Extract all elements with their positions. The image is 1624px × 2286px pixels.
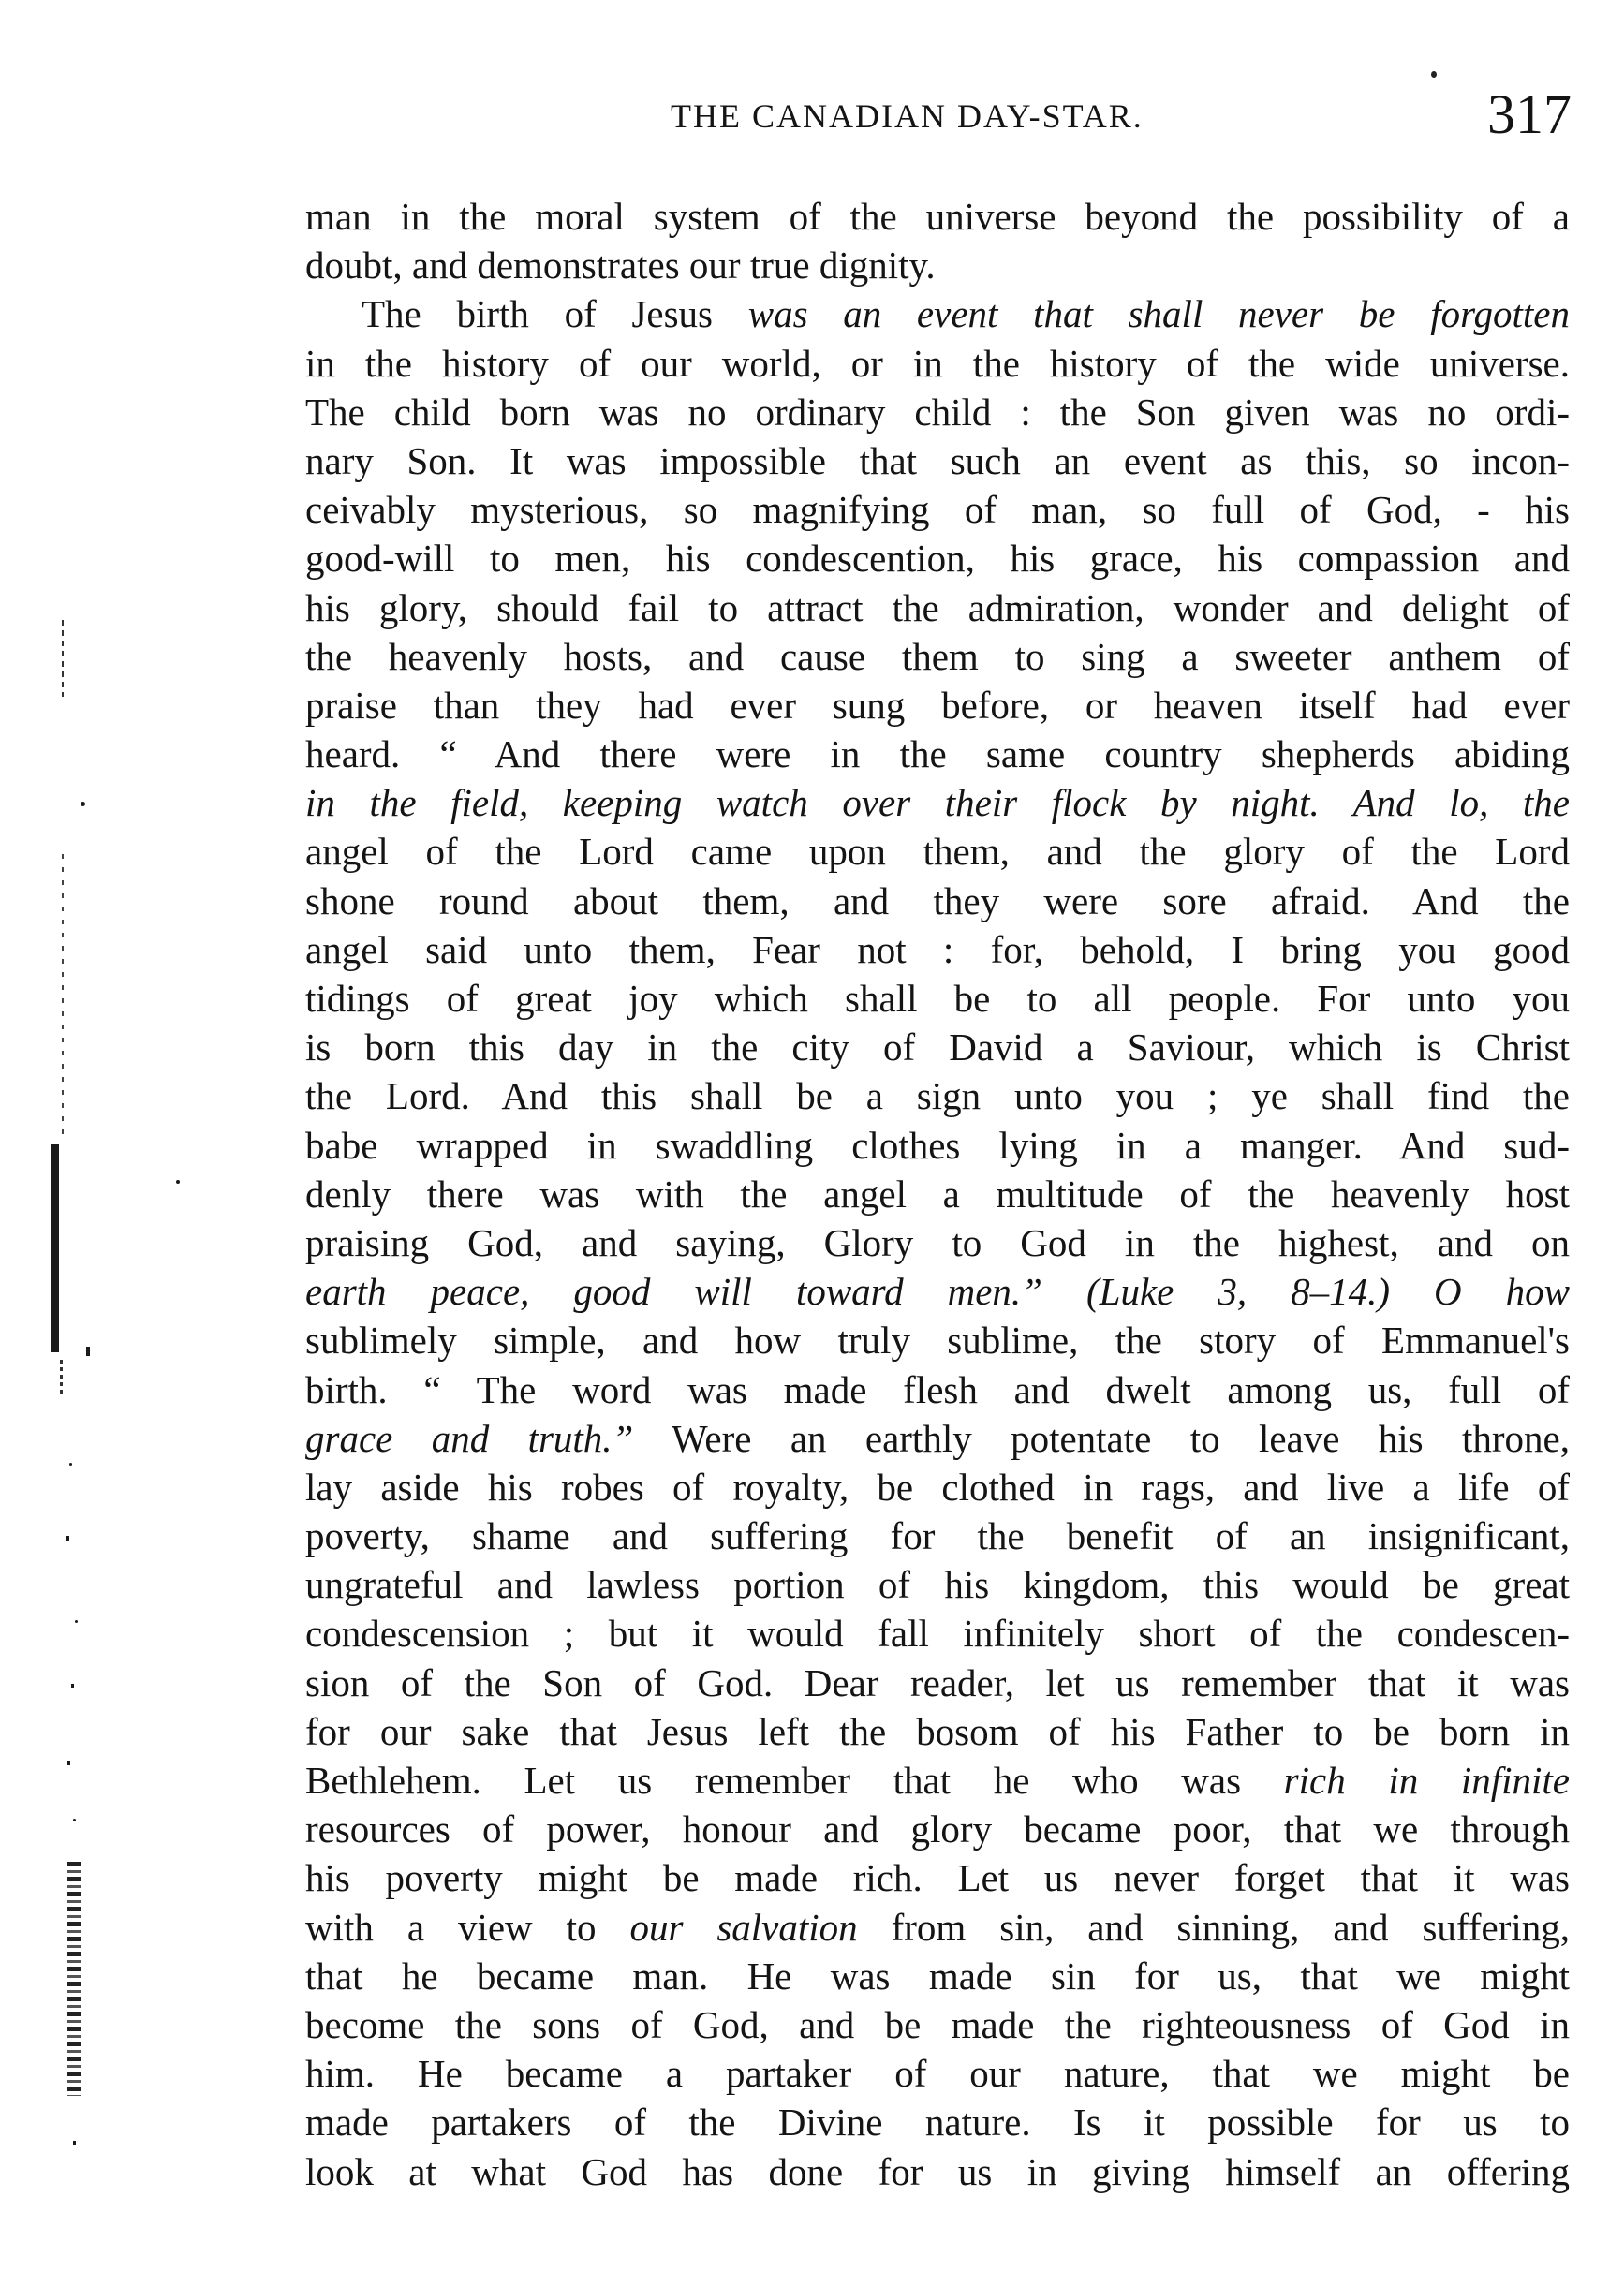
scan-artifact	[67, 1862, 81, 2096]
text-segment: him. He became a partaker of our nature, that we might be	[305, 2052, 1570, 2096]
text-line	[305, 1609, 1570, 1658]
text-segment: praising God, and saying, Glory to God in the highest, and on	[305, 1220, 1570, 1264]
ink-speck	[1431, 71, 1437, 78]
italic-text: earth peace, good will toward men.” (Luke 3, 8–14.) O how	[305, 1270, 1570, 1314]
text-line	[305, 2049, 1570, 2098]
text-line	[305, 1316, 1570, 1364]
text-segment: Bethlehem. Let us remember that he who was	[305, 1759, 1284, 1802]
text-line	[305, 1805, 1570, 1853]
text-line	[305, 1267, 1570, 1316]
text-line	[305, 1463, 1570, 1512]
text-segment: resources of power, honour and glory became poor, that we through	[305, 1807, 1570, 1851]
scan-artifact	[66, 1536, 69, 1541]
italic-text: was an event that shall never be forgotten	[747, 292, 1570, 336]
scan-artifact	[69, 1463, 72, 1466]
text-segment: his glory, should fail to attract the admiration, wonder and delight of	[305, 585, 1570, 629]
text-segment: denly there was with the angel a multitude of the heavenly host	[305, 1172, 1570, 1216]
text-segment: sublimely simple, and how truly sublime, the story of Emmanuel's	[305, 1319, 1570, 1363]
text-segment: The birth of Jesus	[362, 292, 748, 336]
text-segment: with a view to	[305, 1905, 630, 1949]
text-line	[305, 1023, 1570, 1071]
text-segment: for our sake that Jesus left the bosom of his Father to be born in	[305, 1709, 1570, 1753]
text-line	[305, 583, 1570, 632]
text-line	[305, 2147, 1570, 2196]
text-line	[305, 485, 1570, 534]
text-line	[305, 827, 1570, 876]
text-line	[305, 1560, 1570, 1609]
text-line	[305, 1853, 1570, 1902]
text-segment: man in the moral system of the universe beyond the possibility of a	[305, 195, 1570, 238]
scan-artifact	[71, 1684, 74, 1688]
text-line	[305, 1414, 1570, 1463]
italic-text: rich in infinite	[1283, 1759, 1570, 1802]
text-line	[305, 1071, 1570, 1120]
scan-artifact	[75, 1620, 78, 1623]
text-line	[305, 877, 1570, 925]
text-line	[305, 241, 1570, 289]
text-segment: shone round about them, and they were sore afraid. And the	[305, 878, 1570, 922]
text-line	[305, 730, 1570, 778]
text-line	[305, 2098, 1570, 2146]
text-segment: birth. “ The word was made flesh and dwelt among us, full of	[305, 1367, 1570, 1411]
text-segment: is born this day in the city of David a Saviour, which is Christ	[305, 1025, 1570, 1069]
text-line	[305, 1952, 1570, 2000]
italic-text: grace and truth.”	[305, 1416, 634, 1460]
text-line	[305, 289, 1570, 338]
text-segment: angel of the Lord came upon them, and the glory of the Lord	[305, 830, 1570, 874]
text-segment: tidings of great joy which shall be to all people. For unto you	[305, 977, 1570, 1020]
text-segment: nary Son. It was impossible that such an event as this, so incon-	[305, 438, 1570, 482]
scan-artifact	[62, 620, 64, 697]
text-line	[305, 1903, 1570, 1952]
text-segment: doubt, and demonstrates our true dignity.	[305, 243, 936, 288]
text-segment: lay aside his robes of royalty, be clothed in rags, and live a life of	[305, 1465, 1570, 1509]
text-line	[305, 1707, 1570, 1756]
text-segment: from sin, and sinning, and suffering,	[857, 1905, 1570, 1949]
text-segment: that he became man. He was made sin for us, that we might	[305, 1954, 1570, 1998]
text-line	[305, 1365, 1570, 1414]
text-segment: in the history of our world, or in the history of the wide universe.	[305, 341, 1570, 385]
scan-artifact	[67, 1761, 70, 1765]
text-segment: angel said unto them, Fear not : for, behold, I bring you good	[305, 927, 1570, 971]
text-line	[305, 1121, 1570, 1170]
body-text	[305, 192, 1570, 2196]
text-segment: sion of the Son of God. Dear reader, let us remember that it was	[305, 1660, 1570, 1704]
scan-artifact	[81, 802, 85, 806]
text-segment: the Lord. And this shall be a sign unto you ; ye shall find the	[305, 1074, 1570, 1118]
text-line	[305, 534, 1570, 583]
text-segment: made partakers of the Divine nature. Is it possible for us to	[305, 2101, 1570, 2145]
text-segment: Were an earthly potentate to leave his throne,	[633, 1416, 1570, 1460]
text-line	[305, 192, 1570, 241]
scan-artifact	[73, 2141, 76, 2145]
text-line	[305, 388, 1570, 436]
text-segment: ungrateful and lawless portion of his kingdom, this would be great	[305, 1563, 1570, 1607]
text-line	[305, 1512, 1570, 1560]
scan-artifact	[86, 1347, 90, 1356]
scan-artifact	[73, 1819, 76, 1821]
running-title: THE CANADIAN DAY-STAR.	[671, 97, 1144, 135]
text-line	[305, 1659, 1570, 1707]
scan-artifact	[62, 854, 64, 1135]
text-line	[305, 339, 1570, 388]
text-segment: look at what God has done for us in giving himself an offering	[305, 2149, 1570, 2193]
text-segment: The child born was no ordinary child : the Son given was no ordi-	[305, 390, 1570, 434]
text-segment: heard. “ And there were in the same country shepherds abiding	[305, 732, 1570, 776]
text-line	[305, 1218, 1570, 1267]
text-segment: ceivably mysterious, so magnifying of man, so full of God, - his	[305, 488, 1570, 532]
text-line	[305, 1170, 1570, 1218]
italic-text: in the field, keeping watch over their flock by night. And lo, the	[305, 781, 1570, 825]
text-segment: praise than they had ever sung before, or heaven itself had ever	[305, 683, 1570, 727]
text-segment: condescension ; but it would fall infinitely short of the condescen-	[305, 1612, 1570, 1656]
scan-artifact	[176, 1180, 180, 1184]
text-line	[305, 2000, 1570, 2049]
text-line	[305, 681, 1570, 730]
text-segment: babe wrapped in swaddling clothes lying in a manger. And sud-	[305, 1123, 1570, 1167]
text-line	[305, 632, 1570, 681]
text-line	[305, 974, 1570, 1023]
page-number: 317	[1487, 83, 1572, 145]
italic-text: our salvation	[629, 1905, 858, 1949]
text-segment: poverty, shame and suffering for the benefit of an insignificant,	[305, 1514, 1570, 1558]
text-segment: good-will to men, his condescention, his grace, his compassion and	[305, 537, 1570, 581]
scan-artifact	[60, 1360, 63, 1397]
text-segment: the heavenly hosts, and cause them to sing a sweeter anthem of	[305, 634, 1570, 678]
text-line	[305, 1756, 1570, 1805]
scan-artifact	[51, 1144, 59, 1352]
text-line	[305, 925, 1570, 974]
text-segment: become the sons of God, and be made the righteousness of God in	[305, 2002, 1570, 2046]
text-line	[305, 778, 1570, 827]
text-line	[305, 436, 1570, 485]
text-segment: his poverty might be made rich. Let us never forget that it was	[305, 1856, 1570, 1900]
